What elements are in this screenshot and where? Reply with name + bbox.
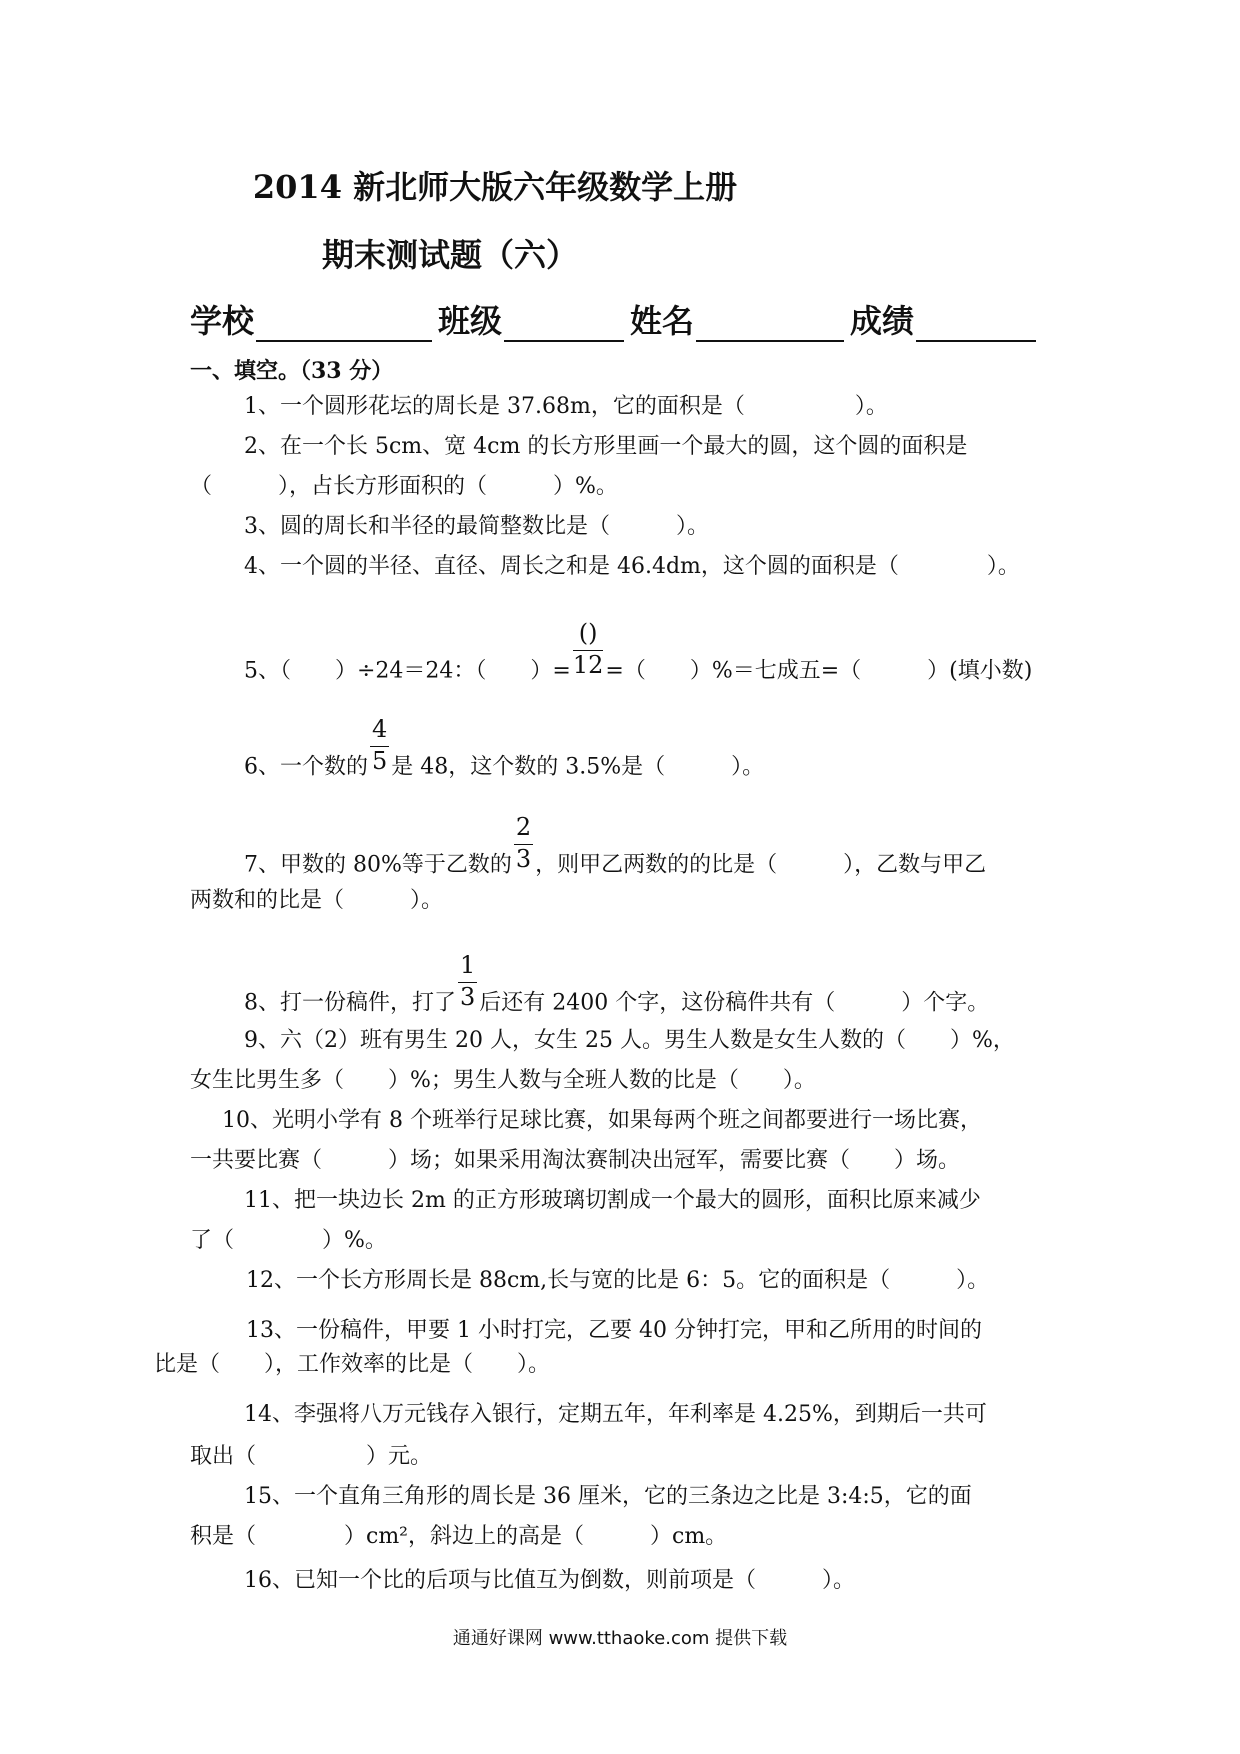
question-12: 12、一个长方形周长是 88cm,长与宽的比是 6：5。它的面积是（ ）。	[246, 1268, 990, 1293]
name-label: 姓名	[630, 302, 695, 340]
question-7-prefix: 7、甲数的 80%等于乙数的	[244, 852, 512, 878]
fraction-denominator: 3	[460, 983, 476, 1011]
question-15-line-2: 积是（ ）cm²，斜边上的高是（ ）cm。	[190, 1524, 728, 1549]
score-blank[interactable]	[916, 310, 1036, 342]
question-5	[244, 619, 1033, 703]
fraction-1-3	[458, 948, 477, 1011]
document-subtitle: 期末测试题（六）	[321, 236, 578, 274]
question-11-line-1: 11、把一块边长 2m 的正方形玻璃切割成一个最大的圆形，面积比原来减少	[244, 1188, 981, 1213]
question-14-line-1: 14、李强将八万元钱存入银行，定期五年，年利率是 4.25%，到期后一共可	[244, 1402, 987, 1427]
question-10-line-2: 一共要比赛（ ）场；如果采用淘汰赛制决出冠军，需要比赛（ ）场。	[190, 1148, 961, 1173]
question-14-line-2: 取出（ ）元。	[190, 1444, 433, 1469]
student-info-row	[190, 296, 1042, 342]
class-label: 班级	[438, 302, 503, 340]
class-blank[interactable]	[504, 310, 624, 342]
question-2-line-1: 2、在一个长 5cm、宽 4cm 的长方形里画一个最大的圆，这个圆的面积是	[244, 434, 968, 459]
footer-source: 通通好课网 www.tthaoke.com 提供下载	[452, 1628, 788, 1649]
question-10-line-1: 10、光明小学有 8 个班举行足球比赛，如果每两个班之间都要进行一场比赛，	[222, 1108, 982, 1133]
fraction-denominator: 12	[572, 651, 604, 679]
question-7-suffix: ，则甲乙两数的的比是（ ），乙数与甲乙	[535, 852, 987, 878]
question-5-prefix: 5、（ ）÷24＝24：（ ）=	[244, 658, 571, 684]
fraction-4-5	[370, 712, 389, 775]
question-16: 16、已知一个比的后项与比值互为倒数，则前项是（ ）。	[244, 1568, 855, 1593]
name-blank[interactable]	[696, 310, 844, 342]
section-heading-fill-in: 一、填空。（33 分）	[190, 358, 394, 384]
fraction-numerator: 1	[458, 948, 477, 983]
fraction-blank-over-12	[573, 616, 604, 679]
fraction-numerator: 2	[514, 810, 533, 845]
question-15-line-1: 15、一个直角三角形的周长是 36 厘米，它的三条边之比是 3:4:5，它的面	[244, 1484, 972, 1509]
fraction-numerator: 4	[370, 712, 389, 747]
question-6-suffix: 是 48，这个数的 3.5%是（ ）。	[391, 754, 765, 780]
question-2-line-2: （ ），占长方形面积的（ ）%。	[190, 474, 618, 499]
question-3: 3、圆的周长和半径的最简整数比是（ ）。	[244, 514, 709, 539]
fraction-numerator: ()	[573, 616, 604, 651]
fraction-denominator: 5	[372, 747, 388, 775]
question-8-suffix: 后还有 2400 个字，这份稿件共有（ ）个字。	[479, 990, 990, 1016]
question-13-line-2: 比是（ ），工作效率的比是（ ）。	[154, 1352, 551, 1377]
question-9-line-1: 9、六（2）班有男生 20 人，女生 25 人。男生人数是女生人数的（ ）%，	[244, 1028, 1015, 1053]
question-7-line-2: 两数和的比是（ ）。	[190, 888, 444, 913]
question-1: 1、一个圆形花坛的周长是 37.68m，它的面积是（ ）。	[244, 394, 888, 419]
question-6-prefix: 6、一个数的	[244, 754, 368, 780]
score-label: 成绩	[850, 302, 915, 340]
question-8-prefix: 8、打一份稿件，打了	[244, 990, 456, 1016]
question-4: 4、一个圆的半径、直径、周长之和是 46.4dm，这个圆的面积是（ ）。	[244, 554, 1020, 579]
fraction-denominator: 3	[515, 845, 532, 873]
question-5-suffix: =（ ）%＝七成五=（ ）(填小数)	[605, 658, 1033, 684]
question-11-line-2: 了（ ）%。	[190, 1228, 387, 1253]
question-6	[244, 715, 765, 799]
fraction-2-3	[514, 810, 533, 873]
question-9-line-2: 女生比男生多（ ）%；男生人数与全班人数的比是（ ）。	[190, 1068, 816, 1093]
school-label: 学校	[190, 302, 255, 340]
school-blank[interactable]	[256, 310, 432, 342]
document-title: 2014 新北师大版六年级数学上册	[252, 168, 738, 206]
question-13-line-1: 13、一份稿件，甲要 1 小时打完，乙要 40 分钟打完，甲和乙所用的时间的	[246, 1318, 982, 1343]
